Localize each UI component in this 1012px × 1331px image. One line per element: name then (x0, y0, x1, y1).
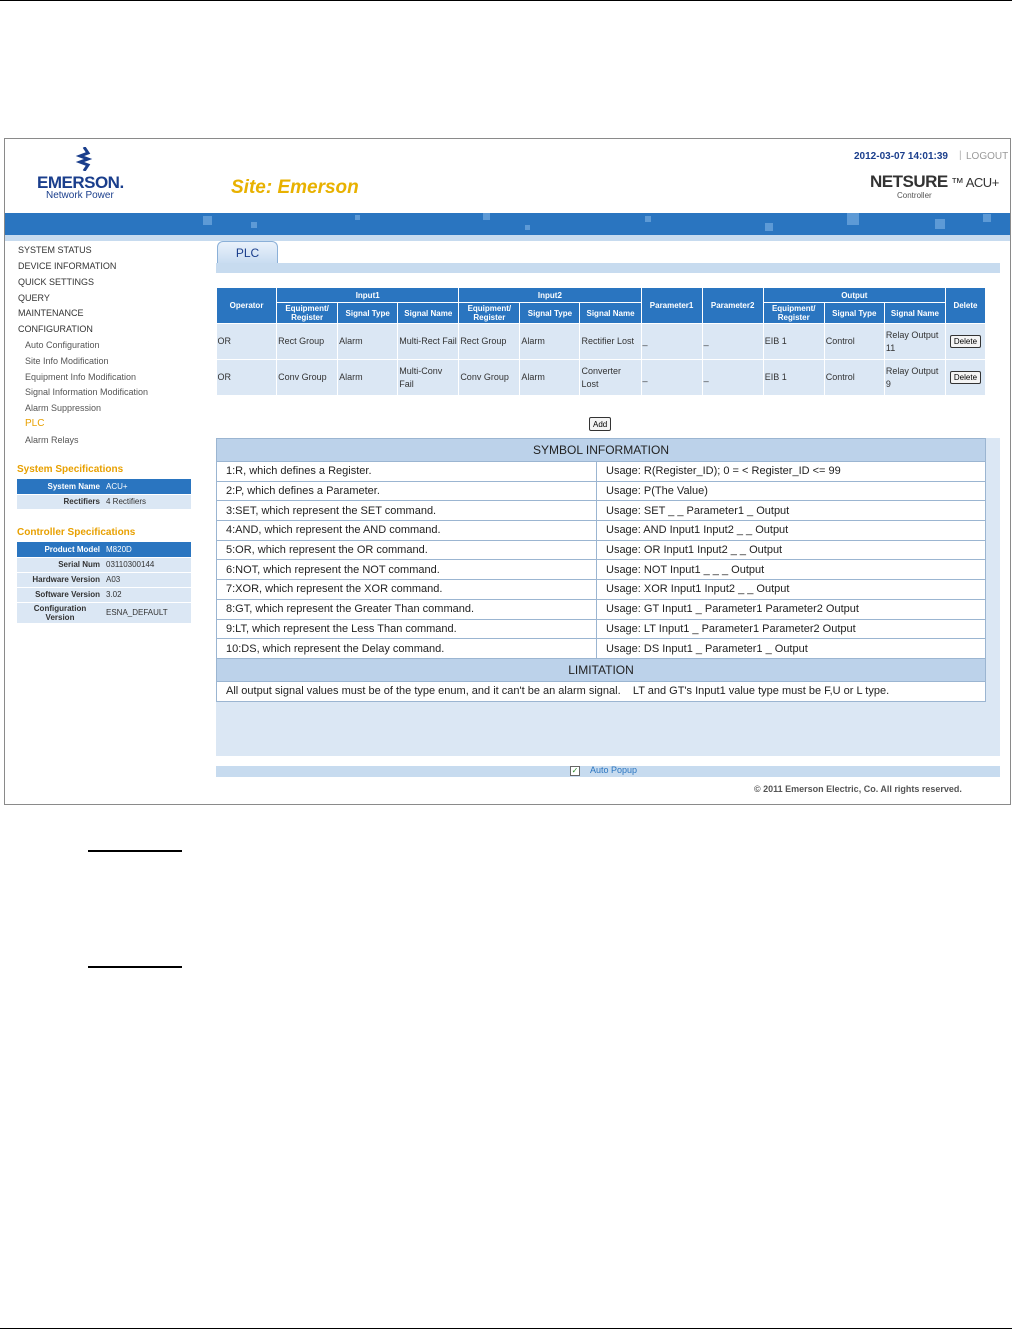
nav-device-information[interactable]: DEVICE INFORMATION (18, 261, 117, 271)
nav-plc[interactable]: PLC (25, 418, 45, 429)
emerson-logo-icon (74, 147, 94, 171)
spec-key: Product Model (17, 542, 103, 557)
controller-specs-table (17, 542, 191, 624)
col-header-output: Output (763, 288, 945, 303)
copyright-text: © 2011 Emerson Electric, Co. All rights reserved. (754, 784, 962, 794)
plc-rules-table (216, 287, 986, 396)
header (5, 139, 1010, 213)
cell-input1-name: Multi-Rect Fail (398, 324, 459, 360)
document-underline-2 (88, 966, 182, 968)
limitation-text: All output signal values must be of the type enum, and it can't be an alarm signal. LT and GT's Input1 value type must be F,U or L type. (217, 681, 986, 701)
symbol-definition: 4:AND, which represent the AND command. (217, 521, 597, 541)
datetime-display: 2012-03-07 14:01:39 (854, 151, 948, 162)
symbol-definition: 9:LT, which represent the Less Than command. (217, 619, 597, 639)
table-row (217, 360, 986, 396)
symbol-definition: 2:P, which defines a Parameter. (217, 481, 597, 501)
symbol-usage: Usage: P(The Value) (597, 481, 986, 501)
nav-alarm-relays[interactable]: Alarm Relays (25, 435, 79, 445)
symbol-definition: 7:XOR, which represent the XOR command. (217, 580, 597, 600)
spec-key: Hardware Version (17, 572, 103, 587)
nav-maintenance[interactable]: MAINTENANCE (18, 308, 84, 318)
spec-value: A03 (103, 572, 191, 587)
sidebar (5, 243, 205, 803)
header-banner (5, 213, 1010, 235)
product-logo-subtitle: Controller (897, 191, 932, 200)
table-row (217, 324, 986, 360)
add-button[interactable]: Add (589, 417, 611, 431)
nav-equipment-info-modification[interactable]: Equipment Info Modification (25, 372, 137, 382)
symbol-definition: 1:R, which defines a Register. (217, 462, 597, 482)
nav-configuration[interactable]: CONFIGURATION (18, 324, 93, 334)
cell-output-equipment: EIB 1 (763, 324, 824, 360)
nav-auto-configuration[interactable]: Auto Configuration (25, 340, 100, 350)
cell-operator: OR (217, 324, 277, 360)
nav-alarm-suppression[interactable]: Alarm Suppression (25, 403, 102, 413)
col-header-input2: Input2 (459, 288, 641, 303)
product-logo-suffix: ™ ACU+ (947, 175, 999, 190)
cell-output-type: Control (824, 360, 884, 396)
symbol-usage: Usage: LT Input1 _ Parameter1 Parameter2 Output (597, 619, 986, 639)
nav-site-info-modification[interactable]: Site Info Modification (25, 356, 109, 366)
cell-input1-name: Multi-Conv Fail (398, 360, 459, 396)
spec-key: Rectifiers (17, 494, 103, 509)
controller-specs-title: Controller Specifications (17, 527, 136, 538)
spec-key: Configuration Version (17, 602, 103, 623)
symbol-usage: Usage: NOT Input1 _ _ _ Output (597, 560, 986, 580)
col-header-equipment: Equipment/ Register (277, 303, 338, 324)
col-header-signal-name: Signal Name (398, 303, 459, 324)
spec-value: 03110300144 (103, 557, 191, 572)
cell-input2-equipment: Conv Group (459, 360, 520, 396)
col-header-signal-type: Signal Type (338, 303, 398, 324)
cell-input2-equipment: Rect Group (459, 324, 520, 360)
spec-value: ESNA_DEFAULT (103, 602, 191, 623)
cell-output-type: Control (824, 324, 884, 360)
cell-input1-type: Alarm (338, 360, 398, 396)
cell-input1-equipment: Conv Group (277, 360, 338, 396)
symbol-usage: Usage: AND Input1 Input2 _ _ Output (597, 521, 986, 541)
system-specs-title: System Specifications (17, 464, 124, 475)
cell-output-name: Relay Output 9 (884, 360, 945, 396)
symbol-definition: 10:DS, which represent the Delay command. (217, 639, 597, 659)
spec-value: 3.02 (103, 587, 191, 602)
col-header-operator: Operator (217, 288, 277, 324)
symbol-definition: 8:GT, which represent the Greater Than command. (217, 599, 597, 619)
spec-key: Serial Num (17, 557, 103, 572)
col-header-signal-name: Signal Name (884, 303, 945, 324)
symbol-definition: 6:NOT, which represent the NOT command. (217, 560, 597, 580)
symbol-information-panel (216, 438, 1000, 756)
cell-input2-name: Converter Lost (580, 360, 641, 396)
symbol-information-table (216, 438, 986, 702)
symbol-usage: Usage: OR Input1 Input2 _ _ Output (597, 540, 986, 560)
symbol-usage: Usage: SET _ _ Parameter1 _ Output (597, 501, 986, 521)
acu-web-ui-screenshot (4, 138, 1011, 805)
cell-output-equipment: EIB 1 (763, 360, 824, 396)
header-separator: | (959, 150, 962, 161)
symbol-definition: 5:OR, which represent the OR command. (217, 540, 597, 560)
nav-quick-settings[interactable]: QUICK SETTINGS (18, 277, 95, 287)
cell-input1-type: Alarm (338, 324, 398, 360)
cell-parameter2: _ (702, 360, 763, 396)
document-underline-1 (88, 850, 182, 852)
symbol-usage: Usage: DS Input1 _ Parameter1 _ Output (597, 639, 986, 659)
symbol-definition: 3:SET, which represent the SET command. (217, 501, 597, 521)
spec-value: ACU+ (103, 479, 191, 494)
system-specs-table (17, 479, 191, 510)
cell-operator: OR (217, 360, 277, 396)
spec-value: M820D (103, 542, 191, 557)
col-header-input1: Input1 (277, 288, 459, 303)
col-header-signal-name: Signal Name (580, 303, 641, 324)
cell-input2-name: Rectifier Lost (580, 324, 641, 360)
nav-system-status[interactable]: SYSTEM STATUS (18, 245, 92, 255)
cell-delete (945, 324, 985, 360)
delete-button[interactable]: Delete (950, 335, 981, 348)
col-header-delete: Delete (945, 288, 985, 324)
brand-logo-subtitle: Network Power (46, 190, 114, 201)
cell-output-name: Relay Output 11 (884, 324, 945, 360)
spec-key: System Name (17, 479, 103, 494)
tab-underline (216, 263, 1000, 273)
col-header-equipment: Equipment/ Register (763, 303, 824, 324)
nav-query[interactable]: QUERY (18, 293, 50, 303)
page-bottom-rule (0, 1328, 1012, 1329)
symbol-usage: Usage: R(Register_ID); 0 = < Register_ID <= 99 (597, 462, 986, 482)
page-top-rule (0, 0, 1012, 1)
auto-popup-checkbox[interactable]: ✓ (571, 766, 579, 775)
symbol-information-title: SYMBOL INFORMATION (217, 439, 986, 462)
symbol-usage: Usage: GT Input1 _ Parameter1 Parameter2 Output (597, 599, 986, 619)
cell-input1-equipment: Rect Group (277, 324, 338, 360)
auto-popup-label[interactable]: Auto Popup (590, 765, 638, 775)
cell-parameter1: _ (641, 360, 702, 396)
spec-value: 4 Rectifiers (103, 494, 191, 509)
nav-signal-information-modification[interactable]: Signal Information Modification (25, 387, 149, 397)
product-logo (870, 172, 999, 192)
col-header-equipment: Equipment/ Register (459, 303, 520, 324)
site-title: Site: Emerson (231, 177, 359, 198)
brand-logo-text: EMERSON. (37, 173, 124, 192)
cell-input2-type: Alarm (520, 360, 580, 396)
auto-popup-bar (216, 766, 1000, 777)
spec-key: Software Version (17, 587, 103, 602)
cell-input2-type: Alarm (520, 324, 580, 360)
cell-parameter2: _ (702, 324, 763, 360)
col-header-signal-type: Signal Type (520, 303, 580, 324)
main-panel (216, 241, 1000, 801)
logout-link[interactable]: LOGOUT (966, 151, 1009, 162)
tab-plc[interactable]: PLC (217, 241, 278, 263)
symbol-usage: Usage: XOR Input1 Input2 _ _ Output (597, 580, 986, 600)
col-header-signal-type: Signal Type (824, 303, 884, 324)
product-logo-text: NETSURE (870, 172, 948, 191)
col-header-parameter2: Parameter2 (702, 288, 763, 324)
cell-parameter1: _ (641, 324, 702, 360)
delete-button[interactable]: Delete (950, 371, 981, 384)
cell-delete (945, 360, 985, 396)
col-header-parameter1: Parameter1 (641, 288, 702, 324)
limitation-title: LIMITATION (217, 658, 986, 681)
